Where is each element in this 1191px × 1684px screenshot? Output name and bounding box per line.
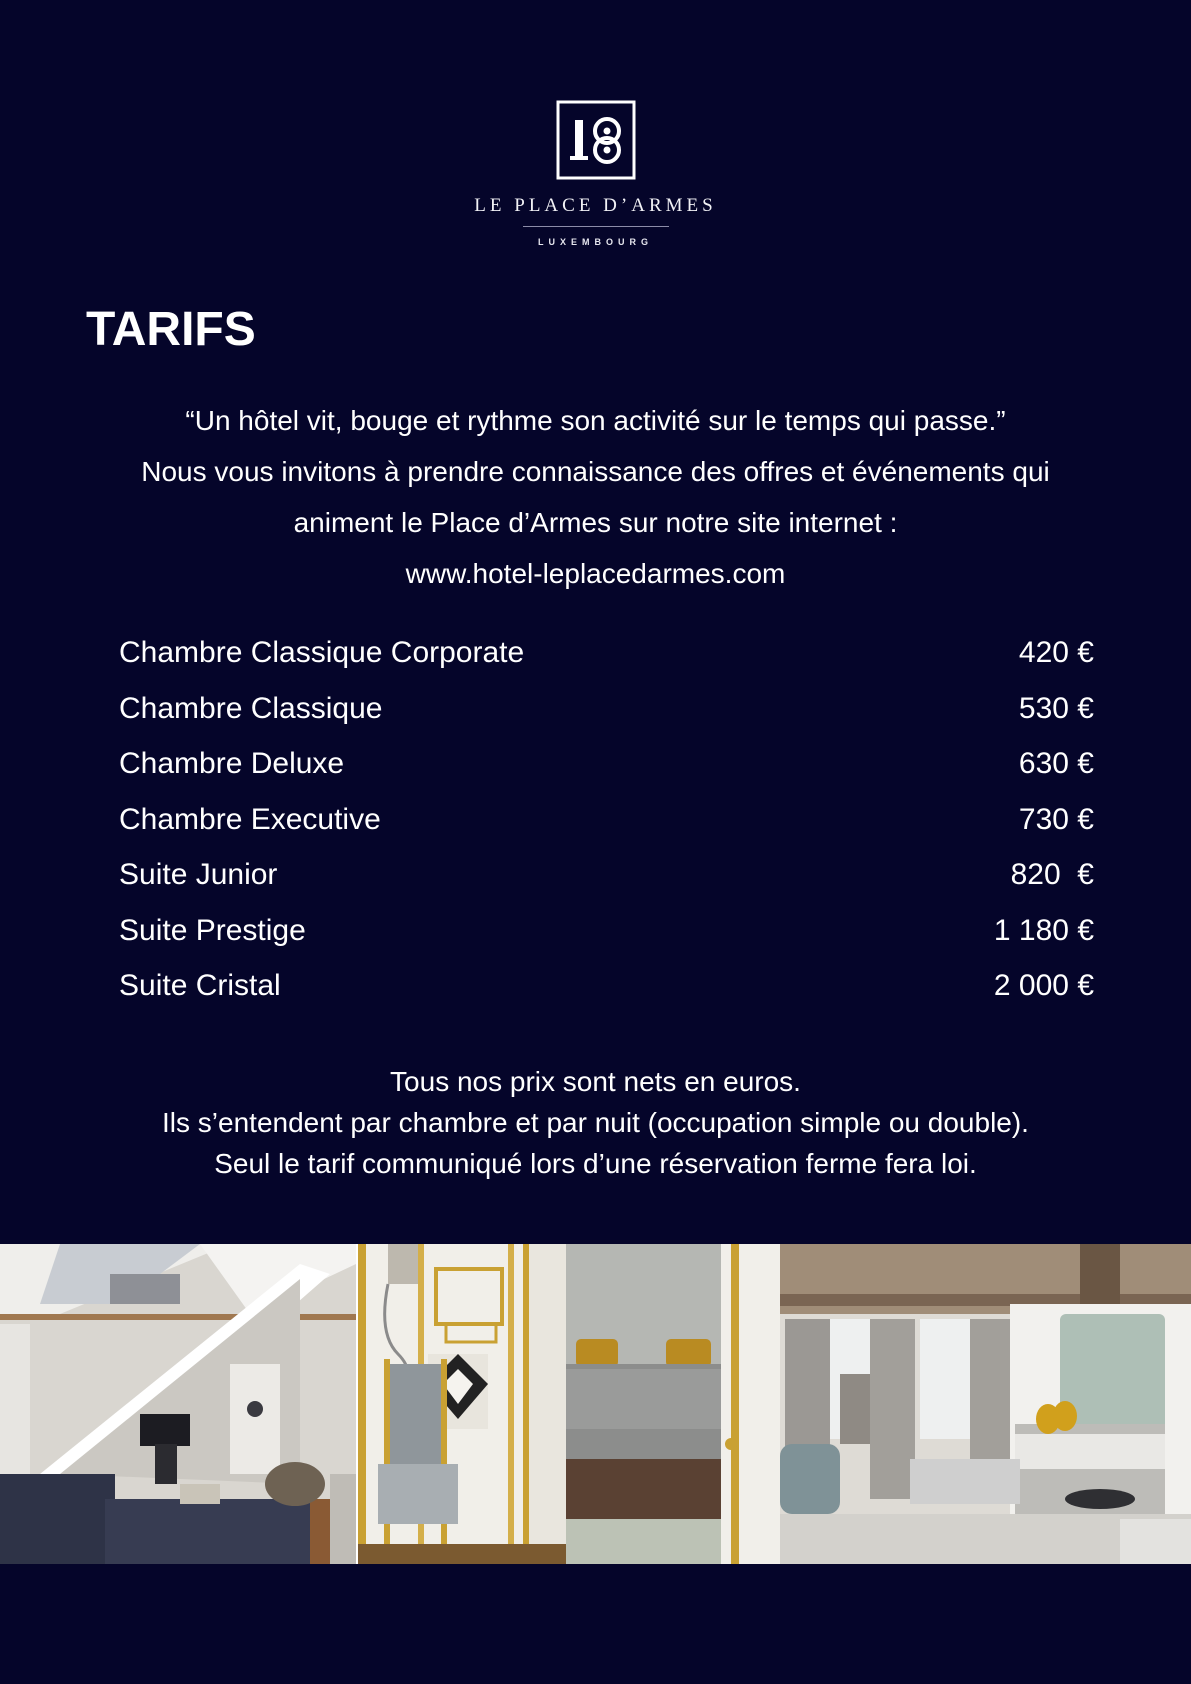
website-link[interactable]: www.hotel-leplacedarmes.com: [405, 558, 786, 589]
loft-living-room-photo: [0, 1244, 356, 1564]
rate-row: [119, 736, 1094, 792]
room-price: 530 €: [1018, 691, 1094, 725]
room-price: 630 €: [1018, 747, 1094, 780]
bed-headboard-photo: [566, 1244, 780, 1564]
rates-table: [119, 625, 1094, 1014]
room-price: 820 €: [1010, 858, 1094, 891]
hotel-logo: [0, 100, 1191, 247]
note-line: Ils s’entendent par chambre et par nuit (occupation simple ou double).: [162, 1107, 1029, 1138]
room-price: 1 180 €: [993, 913, 1094, 947]
rate-row: [119, 958, 1094, 1014]
room-name: Chambre Classique Corporate: [119, 636, 525, 669]
rate-row: [119, 847, 1094, 903]
room-name: Chambre Classique: [119, 691, 383, 725]
room-name: Chambre Deluxe: [119, 747, 345, 780]
room-price: 730 €: [1018, 802, 1094, 836]
room-price: 2 000 €: [993, 969, 1094, 1002]
hotel-name: LE PLACE D’ARMES: [474, 195, 717, 216]
page-title: TARIFS: [86, 303, 256, 356]
note-line: Tous nos prix sont nets en euros.: [390, 1066, 801, 1097]
logo-18-icon: [556, 100, 636, 180]
rate-row: [119, 625, 1094, 681]
room-name: Suite Prestige: [119, 913, 306, 947]
logo-divider: [523, 226, 669, 227]
room-name: Suite Junior: [119, 858, 278, 891]
photo-strip: [0, 1244, 1191, 1564]
gilded-chair-photo: [358, 1244, 566, 1564]
intro-text: [60, 395, 1131, 599]
rate-row: [119, 681, 1094, 737]
room-price: 420 €: [1018, 636, 1094, 669]
rate-row: [119, 903, 1094, 959]
room-name: Suite Cristal: [119, 969, 281, 1002]
suite-bedroom-photo: [780, 1244, 1191, 1564]
rate-row: [119, 792, 1094, 848]
intro-quote: “Un hôtel vit, bouge et rythme son activité sur le temps qui passe.”: [185, 405, 1006, 436]
pricing-notes: [60, 1061, 1131, 1184]
hotel-city: LUXEMBOURG: [538, 237, 653, 247]
room-name: Chambre Executive: [119, 802, 381, 836]
intro-line: Nous vous invitons à prendre connaissance des offres et événements qui: [141, 456, 1050, 487]
intro-line: animent le Place d’Armes sur notre site internet :: [293, 507, 898, 538]
note-line: Seul le tarif communiqué lors d’une réservation ferme fera loi.: [214, 1148, 977, 1179]
